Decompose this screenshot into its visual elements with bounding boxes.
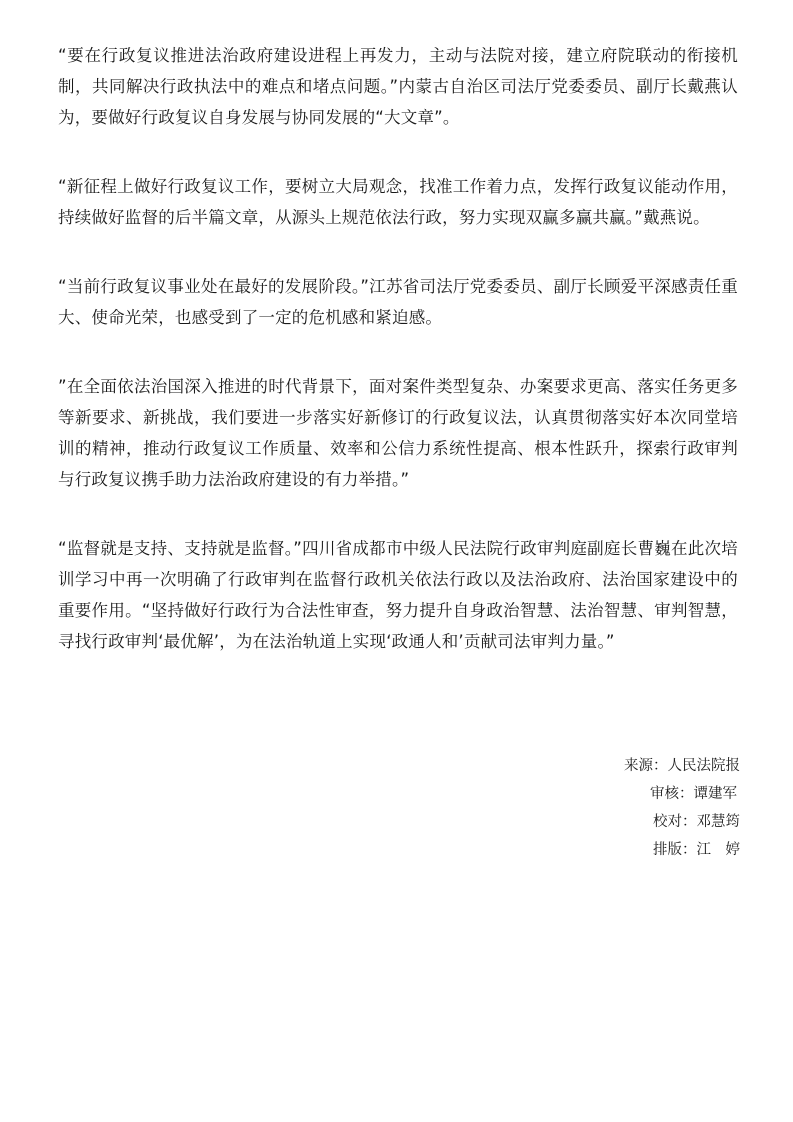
credit-proofread: 校对：邓慧筠: [653, 814, 740, 830]
paragraph-4: ”在全面依法治国深入推进的时代背景下，面对案件类型复杂、办案要求更高、落实任务更多等新要求、新挑战，我们要进一步落实好新修订的行政复议法，认真贯彻落实好本次同堂培训的精神，推动行政复议工作质量、效率和公信力系统性提高、根本性跃升，探索行政审判与行政复议携手助力法治政府建设的有力举措。”: [58, 377, 738, 489]
credit-review: 审核：谭建军: [650, 786, 737, 802]
credit-source: 来源：人民法院报: [624, 758, 740, 774]
paragraph-2: “新征程上做好行政复议工作，要树立大局观念，找准工作着力点，发挥行政复议能动作用，持续做好监督的后半篇文章，从源头上规范依法行政，努力实现双赢多赢共赢。”戴燕说。: [58, 177, 738, 227]
paragraph-5: “监督就是支持、支持就是监督。”四川省成都市中级人民法院行政审判庭副庭长曹巍在此次培训学习中再一次明确了行政审判在监督行政机关依法行政以及法治政府、法治国家建设中的重要作用。“坚持做好行政行为合法性审查，努力提升自身政治智慧、法治智慧、审判智慧，寻找行政审判‘最优解’，为在法治轨道上实现‘政通人和’贡献司法审判力量。”: [58, 539, 738, 651]
credits-block: [560, 752, 740, 864]
paragraph-1: “要在行政复议推进法治政府建设进程上再发力，主动与法院对接，建立府院联动的衔接机制，共同解决行政执法中的难点和堵点问题。”内蒙古自治区司法厅党委委员、副厅长戴燕认为，要做好行政复议自身发展与协同发展的“大文章”。: [58, 46, 738, 127]
paragraph-3: “当前行政复议事业处在最好的发展阶段。”江苏省司法厅党委委员、副厅长顾爱平深感责任重大、使命光荣，也感受到了一定的危机感和紧迫感。: [58, 277, 738, 327]
article-body: [58, 40, 738, 695]
credit-layout: 排版：江 婷: [653, 842, 740, 858]
